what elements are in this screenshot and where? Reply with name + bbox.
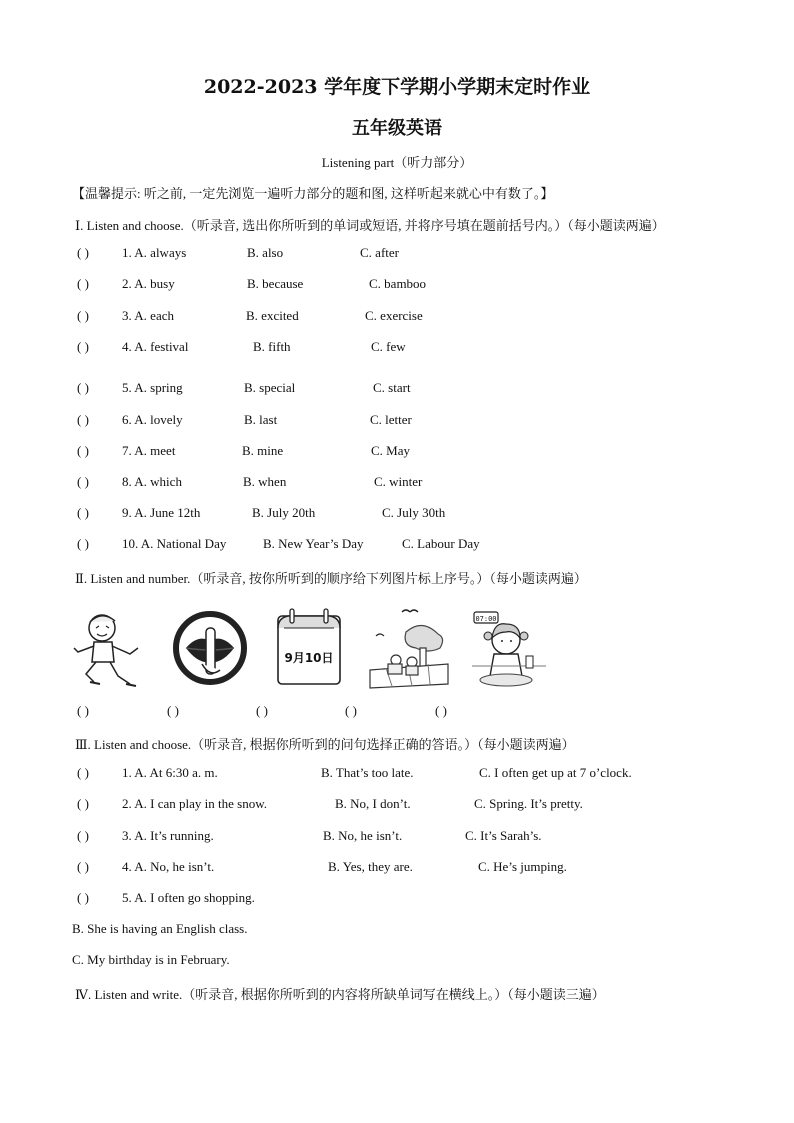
- question-row: [0, 245, 794, 263]
- option-c: C. after: [360, 245, 399, 260]
- page-subtitle: 五年级英语: [352, 118, 442, 139]
- answer-bracket[interactable]: ( ): [77, 859, 89, 874]
- question-row: [0, 536, 794, 554]
- answer-bracket[interactable]: ( ): [77, 536, 89, 551]
- option-c: C. start: [373, 380, 411, 395]
- answer-bracket[interactable]: ( ): [77, 245, 89, 260]
- option-b: B. excited: [246, 308, 299, 323]
- section-1-heading: Ⅰ. Listen and choose.（听录音, 选出你所听到的单词或短语, 并将序号填在题前括号内。）（每小题读两遍）: [75, 218, 665, 233]
- picture-2-bracket[interactable]: ( ): [167, 703, 179, 718]
- question-row: [0, 308, 794, 326]
- question-row: [0, 339, 794, 357]
- calendar-date-text: 9月10日: [284, 651, 334, 665]
- picture-1-bracket[interactable]: ( ): [77, 703, 89, 718]
- answer-bracket[interactable]: ( ): [77, 474, 89, 489]
- option-c: C. exercise: [365, 308, 423, 323]
- option-c: C. May: [371, 443, 410, 458]
- answer-bracket[interactable]: ( ): [77, 380, 89, 395]
- section-2-heading: Ⅱ. Listen and number.（听录音, 按你所听到的顺序给下列图片标上序号。）（每小题读两遍）: [75, 571, 587, 586]
- option-c: C. letter: [370, 412, 412, 427]
- question-row: [0, 505, 794, 523]
- option-a: 7. A. meet: [122, 443, 176, 458]
- question-row: [0, 828, 794, 846]
- part-label: Listening part（听力部分）: [321, 155, 473, 170]
- girl-with-clock-picture: [466, 606, 552, 692]
- answer-bracket[interactable]: ( ): [77, 828, 89, 843]
- option-c: C. It’s Sarah’s.: [465, 828, 542, 843]
- answer-bracket[interactable]: ( ): [77, 796, 89, 811]
- option-a: 1. A. always: [122, 245, 187, 260]
- answer-bracket[interactable]: ( ): [77, 505, 89, 520]
- option-a: 4. A. No, he isn’t.: [122, 859, 215, 874]
- option-a: 10. A. National Day: [122, 536, 227, 551]
- option-b: B. No, he isn’t.: [323, 828, 403, 843]
- quiet-sign-picture: [172, 608, 248, 692]
- option-a: 2. A. busy: [122, 276, 175, 291]
- question-row: [0, 859, 794, 877]
- question-row: [0, 443, 794, 461]
- question-row: [0, 380, 794, 398]
- picture-5-bracket[interactable]: ( ): [435, 703, 447, 718]
- tip-text: 【温馨提示: 听之前, 一定先浏览一遍听力部分的题和图, 这样听起来就心中有数了。】: [72, 186, 554, 201]
- answer-bracket[interactable]: ( ): [77, 412, 89, 427]
- question-row: [0, 890, 794, 908]
- option-b: B. That’s too late.: [321, 765, 414, 780]
- question-row: [0, 276, 794, 294]
- option-c-wrapped: C. My birthday is in February.: [72, 952, 230, 967]
- option-a: 6. A. lovely: [122, 412, 183, 427]
- option-c: C. winter: [374, 474, 423, 489]
- answer-bracket[interactable]: ( ): [77, 890, 89, 905]
- option-b: B. New Year’s Day: [263, 536, 364, 551]
- answer-bracket[interactable]: ( ): [77, 308, 89, 323]
- question-row: [0, 796, 794, 814]
- option-a: 9. A. June 12th: [122, 505, 201, 520]
- option-a: 4. A. festival: [122, 339, 189, 354]
- picture-answer-row: [0, 703, 794, 721]
- option-b: B. No, I don’t.: [335, 796, 411, 811]
- option-b-wrapped: B. She is having an English class.: [72, 921, 248, 936]
- section-4-heading: Ⅳ. Listen and write.（听录音, 根据你所听到的内容将所缺单词写在横线上。）（每小题读三遍）: [75, 987, 605, 1002]
- option-a: 3. A. It’s running.: [122, 828, 214, 843]
- option-c: C. Spring. It’s pretty.: [474, 796, 583, 811]
- option-b: B. July 20th: [252, 505, 316, 520]
- picture-4-bracket[interactable]: ( ): [345, 703, 357, 718]
- answer-bracket[interactable]: ( ): [77, 339, 89, 354]
- option-b: B. last: [244, 412, 278, 427]
- picnic-picture: [366, 608, 452, 692]
- section-3-heading: Ⅲ. Listen and choose.（听录音, 根据你所听到的问句选择正确的答语。）（每小题读两遍）: [75, 737, 575, 752]
- option-b: B. when: [243, 474, 287, 489]
- option-c: C. He’s jumping.: [478, 859, 567, 874]
- option-c: C. few: [371, 339, 406, 354]
- dancing-boy-picture: [72, 608, 148, 692]
- option-a: 5. A. I often go shopping.: [122, 890, 255, 905]
- option-a: 3. A. each: [122, 308, 174, 323]
- answer-bracket[interactable]: ( ): [77, 276, 89, 291]
- option-a: 1. A. At 6:30 a. m.: [122, 765, 218, 780]
- picture-3-bracket[interactable]: ( ): [256, 703, 268, 718]
- option-a: 5. A. spring: [122, 380, 183, 395]
- option-b: B. fifth: [253, 339, 291, 354]
- option-a: 2. A. I can play in the snow.: [122, 796, 268, 811]
- option-c: C. July 30th: [382, 505, 446, 520]
- option-a: 8. A. which: [122, 474, 182, 489]
- option-b: B. also: [247, 245, 284, 260]
- question-row: [0, 474, 794, 492]
- question-row: [0, 412, 794, 430]
- question-row: [0, 765, 794, 783]
- option-b: B. mine: [242, 443, 284, 458]
- answer-bracket[interactable]: ( ): [77, 443, 89, 458]
- option-c: C. Labour Day: [402, 536, 480, 551]
- clock-time-text: 07:00: [475, 615, 497, 623]
- calendar-picture: [272, 606, 348, 692]
- option-b: B. because: [247, 276, 304, 291]
- page-title: 2022-2023 学年度下学期小学期末定时作业: [203, 76, 591, 98]
- option-c: C. bamboo: [369, 276, 427, 291]
- option-b: B. Yes, they are.: [328, 859, 413, 874]
- option-c: C. I often get up at 7 o’clock.: [479, 765, 632, 780]
- answer-bracket[interactable]: ( ): [77, 765, 89, 780]
- option-b: B. special: [244, 380, 296, 395]
